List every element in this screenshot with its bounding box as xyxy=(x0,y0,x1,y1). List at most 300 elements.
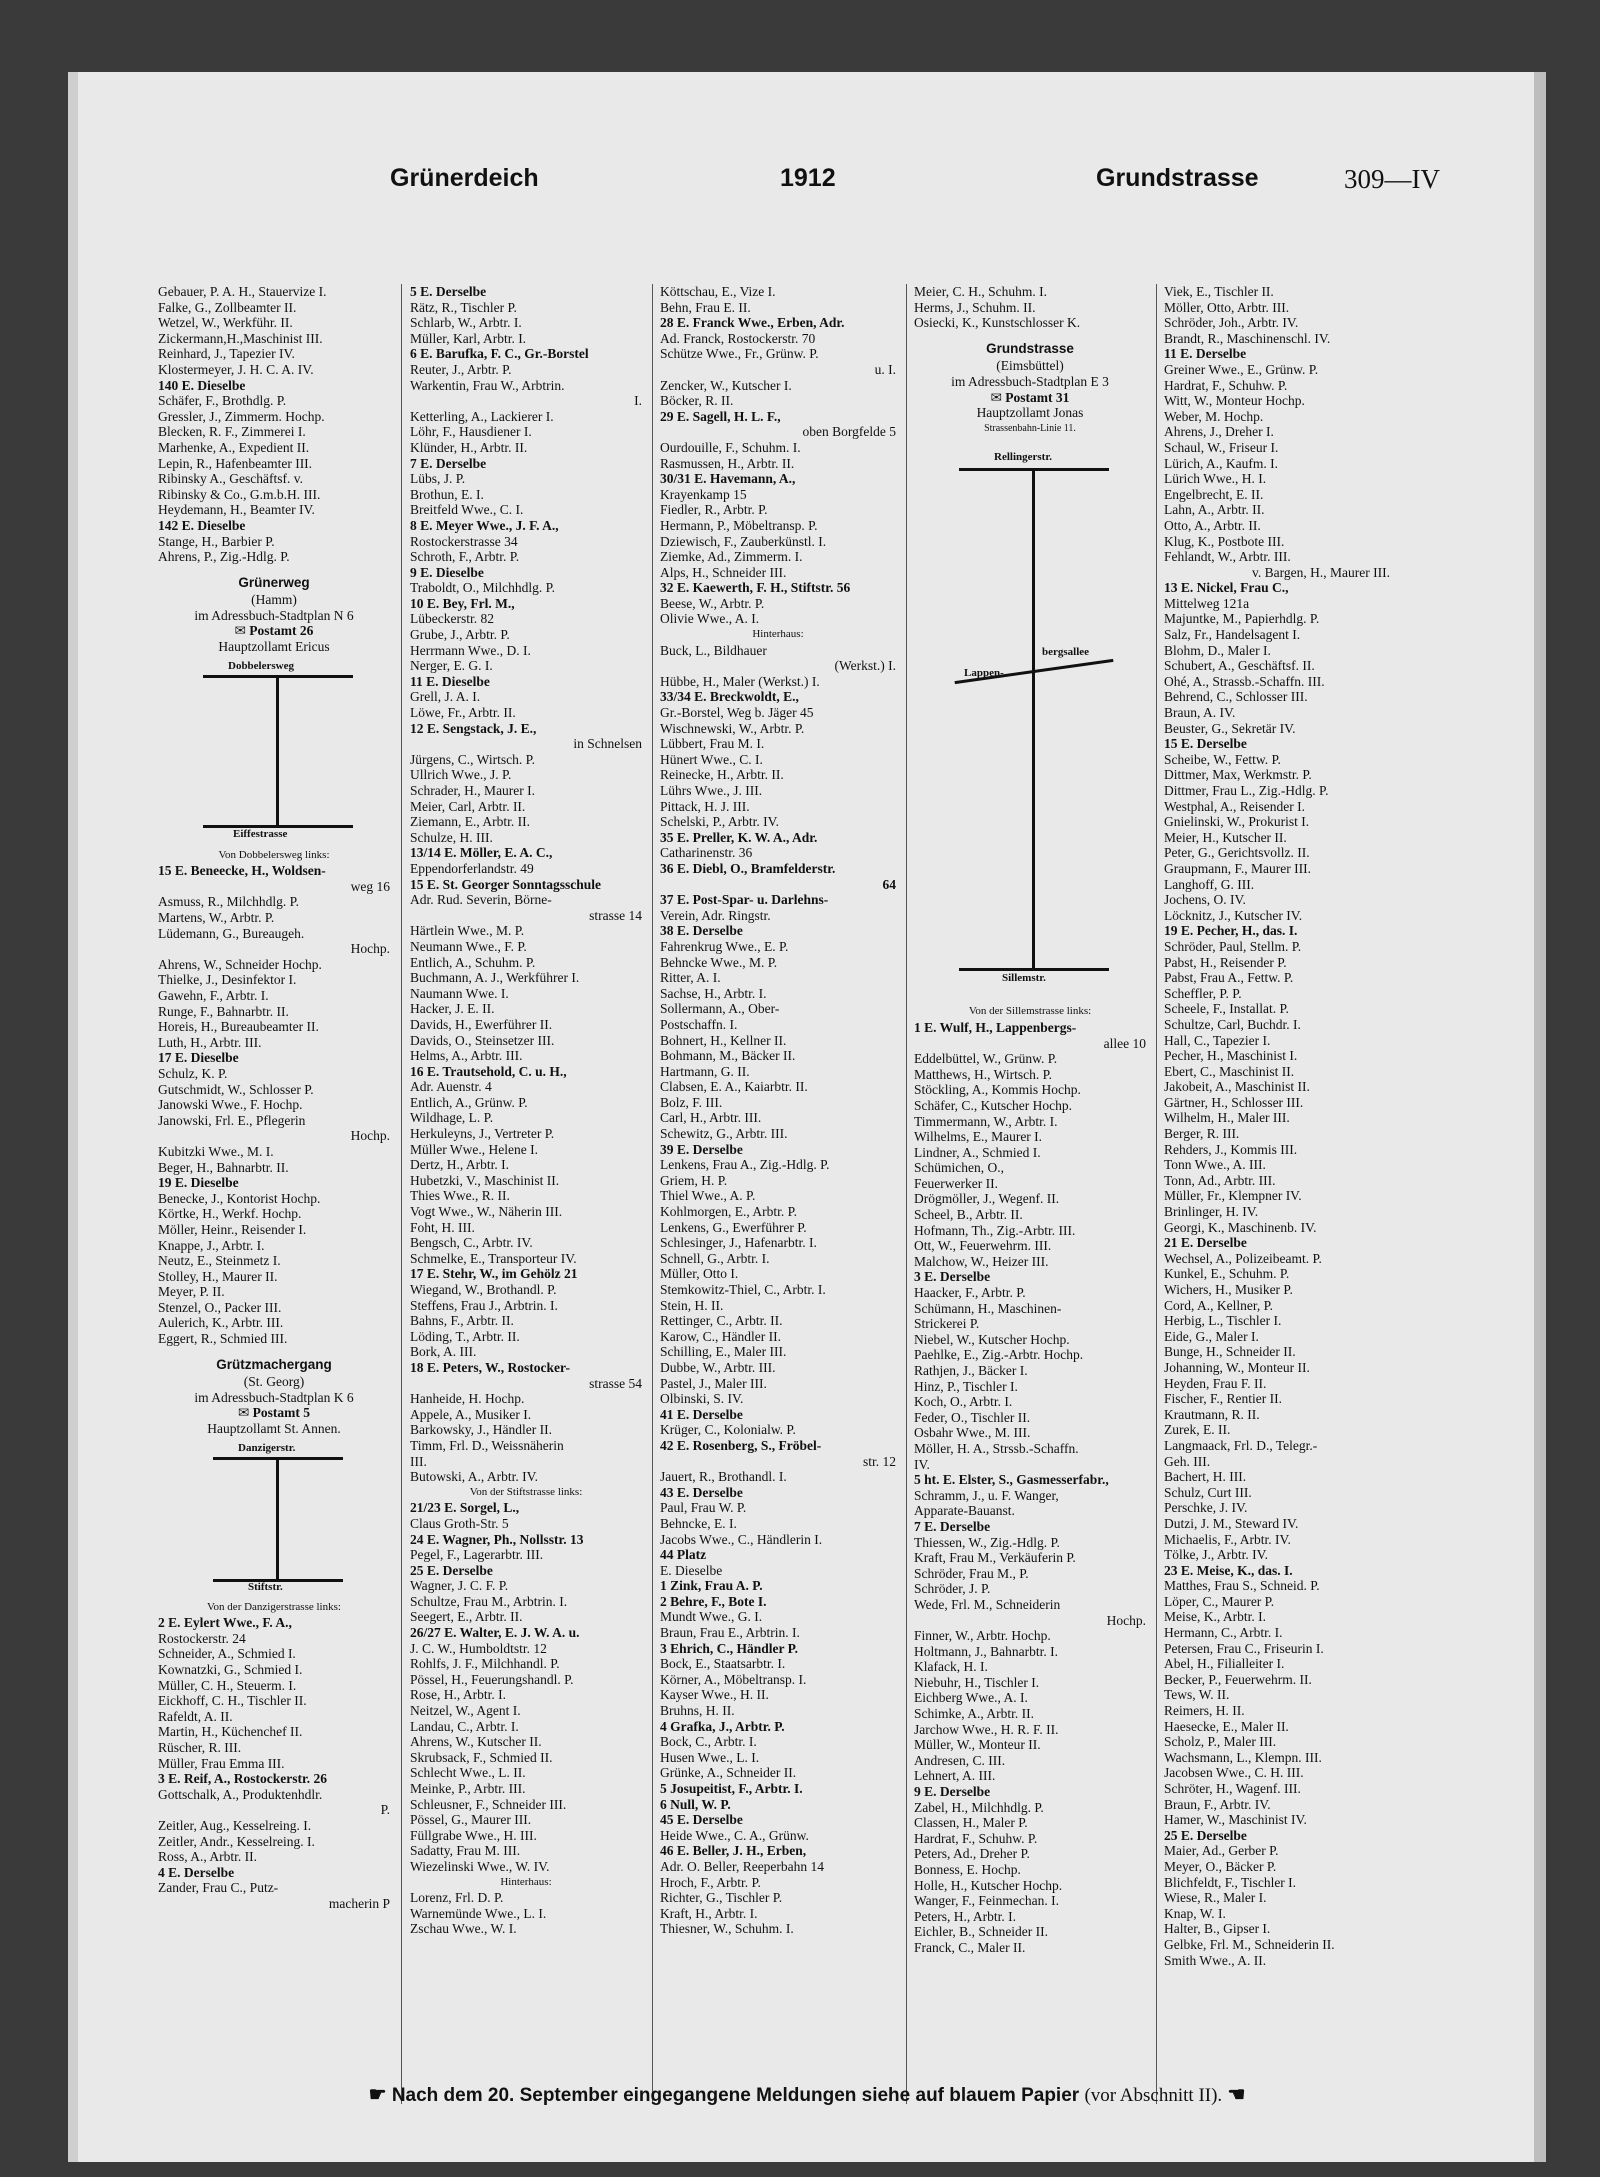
directory-entry: Schlesinger, J., Hafenarbtr. I. xyxy=(660,1235,817,1251)
directory-entry: Malchow, W., Heizer III. xyxy=(914,1253,1049,1269)
section2-post: ✉ Postamt 5 xyxy=(237,1405,311,1421)
directory-entry: 16 E. Trautsehold, C. u. H., xyxy=(410,1063,567,1079)
directory-entry: v. Bargen, H., Maurer III. xyxy=(1252,564,1390,580)
directory-entry: Löcknitz, J., Kutscher IV. xyxy=(1164,907,1303,923)
directory-entry: Stolley, H., Maurer II. xyxy=(158,1268,278,1284)
directory-entry: Ribinsky A., Geschäftsf. v. xyxy=(158,471,303,487)
directory-entry: Herrmann Wwe., D. I. xyxy=(410,642,531,658)
directory-entry: Rose, H., Arbtr. I. xyxy=(410,1687,506,1703)
directory-entry: weg 16 xyxy=(350,878,390,894)
directory-entry: 45 E. Derselbe xyxy=(660,1812,743,1828)
directory-entry: Schmelke, E., Transporteur IV. xyxy=(410,1250,577,1266)
directory-entry: Niebuhr, H., Tischler I. xyxy=(914,1674,1040,1690)
directory-entry: Von der Stiftstrasse links: xyxy=(469,1485,583,1498)
directory-entry: Kohlmorgen, E., Arbtr. P. xyxy=(660,1204,798,1220)
directory-entry: 24 E. Wagner, Ph., Nollsstr. 13 xyxy=(410,1531,584,1547)
directory-entry: 13 E. Nickel, Frau C., xyxy=(1164,580,1289,596)
entry-list-5 xyxy=(1164,284,1390,1968)
column-5 xyxy=(1164,284,1390,2094)
directory-entry: Klug, K., Postbote III. xyxy=(1164,533,1285,549)
directory-entry: Jacobsen Wwe., C. H. III. xyxy=(1164,1765,1304,1781)
directory-entry: u. I. xyxy=(874,361,896,377)
directory-entry: 18 E. Peters, W., Rostocker- xyxy=(410,1359,570,1375)
directory-entry: Lührs Wwe., J. III. xyxy=(660,783,763,798)
directory-entry: Wiegand, W., Brothandl. P. xyxy=(410,1282,557,1297)
directory-entry: Nerger, E. G. I. xyxy=(410,658,493,674)
directory-entry: Classen, H., Maler P. xyxy=(914,1815,1028,1831)
directory-entry: Wachsmann, L., Klempn. III. xyxy=(1164,1749,1322,1765)
map-line-street xyxy=(276,675,279,825)
directory-entry: Tölke, J., Arbtr. IV. xyxy=(1164,1547,1268,1563)
directory-entry: Haacker, F., Arbtr. P. xyxy=(914,1285,1026,1301)
directory-entry: Jarchow Wwe., H. R. F. II. xyxy=(914,1721,1059,1737)
directory-entry: Grünke, A., Schneider II. xyxy=(660,1765,797,1781)
directory-entry: Wilhelms, E., Maurer I. xyxy=(914,1129,1043,1145)
directory-entry: Langmaack, Frl. D., Telegr.- xyxy=(1164,1437,1318,1453)
directory-entry: Schramm, J., u. F. Wanger, xyxy=(914,1487,1059,1503)
directory-entry: Rettinger, C., Arbtr. II. xyxy=(660,1313,783,1329)
map-label-bottom: Eiffestrasse xyxy=(233,827,288,840)
directory-entry: Matthews, H., Wirtsch. P. xyxy=(914,1066,1052,1082)
directory-entry: Barkowsky, J., Händler II. xyxy=(410,1422,552,1438)
directory-entry: Berger, R. III. xyxy=(1164,1126,1240,1142)
directory-entry: Müller, Karl, Arbtr. I. xyxy=(410,330,527,346)
section-tram: Strassenbahn-Linie 11. xyxy=(984,422,1076,434)
directory-entry: Schröter, H., Wagenf. III. xyxy=(1164,1781,1301,1796)
directory-entry: Schilling, E., Maler III. xyxy=(660,1344,787,1360)
directory-entry: Lindner, A., Schmied I. xyxy=(914,1144,1041,1160)
section-sub: (Hamm) xyxy=(251,592,297,608)
directory-entry: Davids, H., Ewerführer II. xyxy=(410,1016,553,1032)
section-zoll: Hauptzollamt Ericus xyxy=(218,639,330,655)
section2-sub: (St. Georg) xyxy=(243,1374,305,1390)
directory-entry: Rätz, R., Tischler P. xyxy=(410,299,517,315)
directory-entry: Runge, F., Bahnarbtr. II. xyxy=(158,1003,289,1019)
directory-entry: Rostockerstr. 24 xyxy=(158,1630,246,1646)
directory-entry: 17 E. Stehr, W., im Gehölz 21 xyxy=(410,1266,578,1282)
directory-entry: 142 E. Dieselbe xyxy=(158,517,246,533)
directory-entry: 30/31 E. Havemann, A., xyxy=(660,471,796,487)
directory-entry: Rüscher, R. III. xyxy=(158,1739,242,1755)
directory-entry: Scholz, P., Maler III. xyxy=(1164,1734,1277,1750)
column-2 xyxy=(410,284,642,2094)
entry-list-4a xyxy=(914,284,1146,331)
directory-entry: Kubitzki Wwe., M. I. xyxy=(158,1143,274,1159)
directory-entry: Martens, W., Arbtr. P. xyxy=(158,910,275,926)
directory-entry: 41 E. Derselbe xyxy=(660,1406,743,1422)
directory-entry: Viek, E., Tischler II. xyxy=(1164,284,1274,299)
directory-entry: Osbahr Wwe., M. III. xyxy=(914,1425,1031,1441)
directory-entry: Holtmann, J., Bahnarbtr. I. xyxy=(914,1643,1058,1659)
directory-entry: Ohé, A., Strassb.-Schaffn. III. xyxy=(1164,673,1325,689)
directory-entry: Janowski Wwe., F. Hochp. xyxy=(158,1097,303,1113)
directory-entry: Meier, C. H., Schuhm. I. xyxy=(914,284,1047,299)
directory-entry: Alps, H., Schneider III. xyxy=(660,564,787,580)
directory-entry: Halter, B., Gipser I. xyxy=(1164,1921,1271,1937)
directory-entry: Beger, H., Bahnarbtr. II. xyxy=(158,1159,289,1175)
directory-entry: Holle, H., Kutscher Hochp. xyxy=(914,1877,1063,1893)
section-post: ✉ Postamt 31 xyxy=(990,389,1070,405)
directory-entry: Michaelis, F., Arbtr. IV. xyxy=(1164,1531,1291,1547)
directory-entry: Wiese, R., Maler I. xyxy=(1164,1890,1267,1906)
directory-entry: Bohnert, H., Kellner II. xyxy=(660,1032,787,1048)
directory-entry: Foht, H. III. xyxy=(410,1219,475,1235)
directory-entry: Ullrich Wwe., J. P. xyxy=(410,767,512,783)
section2-plan: im Adressbuch-Stadtplan K 6 xyxy=(194,1389,354,1405)
directory-entry: Hinterhaus: xyxy=(752,628,804,641)
directory-entry: 15 E. St. Georger Sonntagsschule xyxy=(410,876,602,892)
directory-entry: Lorenz, Frl. D. P. xyxy=(410,1890,504,1906)
directory-entry: Blohm, D., Maler I. xyxy=(1164,642,1271,658)
directory-entry: Ourdouille, F., Schuhm. I. xyxy=(660,439,801,455)
directory-entry: Perschke, J. IV. xyxy=(1164,1500,1248,1516)
directory-entry: Ross, A., Arbtr. II. xyxy=(158,1849,258,1865)
directory-entry: 7 E. Derselbe xyxy=(410,455,487,471)
directory-entry: III. xyxy=(410,1453,427,1469)
directory-entry: 11 E. Dieselbe xyxy=(410,673,490,689)
section2-zoll: Hauptzollamt St. Annen. xyxy=(207,1421,341,1437)
directory-entry: 25 E. Derselbe xyxy=(410,1562,493,1578)
directory-entry: Wechsel, A., Polizeibeamt. P. xyxy=(1164,1250,1322,1266)
directory-entry: macherin P xyxy=(328,1895,390,1911)
directory-entry: Rehders, J., Kommis III. xyxy=(1164,1141,1298,1157)
directory-entry: Wilhelm, H., Maler III. xyxy=(1164,1110,1290,1126)
directory-entry: Witt, W., Monteur Hochp. xyxy=(1164,393,1305,409)
directory-entry: 3 E. Derselbe xyxy=(914,1269,991,1285)
directory-entry: Hall, C., Tapezier I. xyxy=(1164,1032,1271,1048)
directory-entry: Von der Sillemstrasse links: xyxy=(968,1005,1092,1018)
directory-entry: 37 E. Post-Spar- u. Darlehns- xyxy=(660,892,829,908)
directory-entry: Reuter, J., Arbtr. P. xyxy=(410,361,512,377)
directory-entry: P. xyxy=(380,1802,390,1818)
directory-entry: Dubbe, W., Arbtr. III. xyxy=(660,1359,776,1375)
directory-entry: Dutzi, J. M., Steward IV. xyxy=(1164,1515,1299,1531)
directory-entry: Hardrat, F., Schuhw. P. xyxy=(1164,377,1288,393)
column-4 xyxy=(914,284,1146,2094)
directory-entry: Bohmann, M., Bäcker II. xyxy=(660,1048,796,1064)
column-rule xyxy=(906,284,907,2104)
directory-entry: Zabel, H., Milchhdlg. P. xyxy=(914,1799,1044,1815)
directory-entry: Stemkowitz-Thiel, C., Arbtr. I. xyxy=(660,1282,826,1297)
pointing-hand-icon: ☛ xyxy=(368,2084,387,2106)
entry-list-4b xyxy=(914,1004,1146,1955)
directory-entry: Schütze Wwe., Fr., Grünw. P. xyxy=(660,346,819,362)
directory-entry: Löper, C., Maurer P. xyxy=(1164,1593,1275,1609)
directory-entry: E. Dieselbe xyxy=(660,1562,723,1578)
directory-entry: Griem, H. P. xyxy=(660,1172,728,1188)
directory-entry: Reinecke, H., Arbtr. II. xyxy=(660,767,784,783)
directory-entry: 23 E. Meise, K., das. I. xyxy=(1164,1562,1293,1578)
directory-entry: Ebert, C., Maschinist II. xyxy=(1164,1063,1295,1079)
map-label-cross: Lappen- xyxy=(964,667,1004,680)
directory-entry: Fiedler, R., Arbtr. P. xyxy=(660,502,768,518)
directory-entry: 2 E. Eylert Wwe., F. A., xyxy=(158,1615,292,1631)
directory-entry: Hübbe, H., Maler (Werkst.) I. xyxy=(660,673,820,689)
directory-entry: Müller, C. H., Steuerm. I. xyxy=(158,1677,297,1693)
directory-entry: Behrend, C., Schlosser III. xyxy=(1164,689,1308,705)
directory-entry: Salz, Fr., Handelsagent I. xyxy=(1164,627,1301,643)
directory-entry: Schümann, H., Maschinen- xyxy=(914,1300,1062,1316)
directory-entry: Gebauer, P. A. H., Stauervize I. xyxy=(158,284,327,299)
entry-list-1c xyxy=(158,1600,390,1912)
directory-entry: 25 E. Derselbe xyxy=(1164,1827,1247,1843)
directory-entry: Bock, E., Staatsarbtr. I. xyxy=(660,1656,786,1672)
directory-entry: Majuntke, M., Papierhdlg. P. xyxy=(1164,611,1320,627)
column-rule xyxy=(401,284,402,2104)
directory-entry: Müller, Fr., Klempner IV. xyxy=(1164,1188,1302,1204)
directory-entry: Marhenke, A., Expedient II. xyxy=(158,439,310,455)
directory-entry: Schulz, Curt III. xyxy=(1164,1484,1252,1500)
directory-entry: Schubert, A., Geschäftsf. II. xyxy=(1164,658,1315,674)
directory-entry: Reinhard, J., Tapezier IV. xyxy=(158,346,295,362)
directory-entry: Sachse, H., Arbtr. I. xyxy=(660,985,767,1001)
directory-entry: Wiezelinski Wwe., W. IV. xyxy=(410,1858,550,1874)
directory-entry: Jürgens, C., Wirtsch. P. xyxy=(410,751,535,767)
page-footer xyxy=(68,2082,1546,2107)
directory-entry: Hamer, W., Maschinist IV. xyxy=(1164,1812,1307,1828)
directory-entry: Beese, W., Arbtr. P. xyxy=(660,595,765,611)
directory-entry: Bork, A. III. xyxy=(410,1344,477,1360)
directory-entry: Warkentin, Frau W., Arbtrin. xyxy=(410,377,565,393)
directory-entry: Tews, W. II. xyxy=(1164,1687,1230,1703)
header-page-number: 309—IV xyxy=(1344,164,1440,194)
directory-entry: Klünder, H., Arbtr. II. xyxy=(410,439,528,455)
directory-entry: Peters, Ad., Dreher P. xyxy=(914,1846,1030,1862)
directory-entry: Schröder, J. P. xyxy=(914,1581,991,1597)
directory-entry: 32 E. Kaewerth, F. H., Stiftstr. 56 xyxy=(660,580,851,596)
directory-entry: Möller, Otto, Arbtr. III. xyxy=(1164,299,1290,315)
entry-list-2 xyxy=(410,284,642,1937)
directory-entry: Behncke Wwe., M. P. xyxy=(660,954,778,970)
directory-entry: Lenkens, G., Ewerführer P. xyxy=(660,1219,807,1235)
directory-entry: Karow, C., Händler II. xyxy=(660,1328,781,1344)
directory-entry: Schultze, Carl, Buchdr. I. xyxy=(1164,1016,1301,1032)
directory-entry: Ahrens, W., Kutscher II. xyxy=(410,1734,542,1750)
directory-entry: Entlich, A., Schuhm. P. xyxy=(410,954,536,970)
directory-entry: Braun, A. IV. xyxy=(1164,705,1236,721)
directory-entry: 1 Zink, Frau A. P. xyxy=(660,1578,763,1594)
directory-entry: 8 E. Meyer Wwe., J. F. A., xyxy=(410,517,559,533)
directory-entry: Graupmann, F., Maurer III. xyxy=(1164,860,1311,876)
directory-entry: Schroth, F., Arbtr. P. xyxy=(410,549,520,565)
directory-entry: Maier, Ad., Gerber P. xyxy=(1164,1843,1279,1859)
directory-entry: Zurek, E. II. xyxy=(1164,1422,1231,1438)
directory-entry: Neitzel, W., Agent I. xyxy=(410,1703,521,1719)
directory-entry: Becker, P., Feuerwehrm. II. xyxy=(1164,1671,1312,1687)
directory-entry: Neumann Wwe., F. P. xyxy=(410,938,527,954)
directory-entry: Entlich, A., Grünw. P. xyxy=(410,1094,528,1110)
directory-entry: Schnell, G., Arbtr. I. xyxy=(660,1250,770,1266)
directory-entry: Schäfer, C., Kutscher Hochp. xyxy=(914,1097,1073,1113)
directory-entry: Körtke, H., Werkf. Hochp. xyxy=(158,1206,302,1222)
directory-entry: Gawehn, F., Arbtr. I. xyxy=(158,988,269,1003)
directory-entry: Hermann, P., Möbeltransp. P. xyxy=(660,517,818,533)
directory-entry: Müller, Frau Emma III. xyxy=(158,1755,285,1771)
directory-entry: strasse 14 xyxy=(589,907,642,923)
directory-entry: Thiesner, W., Schuhm. I. xyxy=(660,1921,794,1937)
directory-entry: Ahrens, P., Zig.-Hdlg. P. xyxy=(158,549,290,565)
directory-entry: 13/14 E. Möller, E. A. C., xyxy=(410,845,553,861)
directory-entry: Zeitler, Aug., Kesselreing. I. xyxy=(158,1817,312,1833)
directory-entry: Rafeldt, A. II. xyxy=(158,1708,233,1724)
directory-entry: Hroch, F., Arbtr. P. xyxy=(660,1874,761,1890)
directory-entry: Paul, Frau W. P. xyxy=(660,1500,747,1516)
directory-entry: Bengsch, C., Arbtr. IV. xyxy=(410,1235,533,1251)
directory-entry: Schlecht Wwe., L. II. xyxy=(410,1765,526,1781)
directory-entry: Otto, A., Arbtr. II. xyxy=(1164,517,1261,533)
directory-entry: Lürich, A., Kaufm. I. xyxy=(1164,455,1278,471)
directory-entry: Martin, H., Küchenchef II. xyxy=(158,1724,303,1740)
directory-entry: Böcker, R. II. xyxy=(660,393,734,409)
directory-entry: Löwe, Fr., Arbtr. II. xyxy=(410,705,516,721)
directory-entry: Ribinsky & Co., G.m.b.H. III. xyxy=(158,486,321,502)
directory-entry: Brandt, R., Maschinenschl. IV. xyxy=(1164,330,1331,346)
street-map-grundstrasse xyxy=(914,440,1146,1000)
directory-entry: Warnemünde Wwe., L. I. xyxy=(410,1905,547,1921)
directory-entry: Zeitler, Andr., Kesselreing. I. xyxy=(158,1833,315,1849)
directory-entry: Schimke, A., Arbtr. II. xyxy=(914,1706,1034,1722)
envelope-icon: ✉ xyxy=(990,389,1002,405)
directory-entry: Pabst, Frau A., Fettw. P. xyxy=(1164,970,1294,986)
directory-entry: Horeis, H., Bureaubeamter II. xyxy=(158,1019,319,1035)
directory-entry: Schrader, H., Maurer I. xyxy=(410,783,536,798)
directory-entry: Jauert, R., Brothandl. I. xyxy=(660,1469,787,1485)
section-plan: im Adressbuch-Stadtplan E 3 xyxy=(951,373,1109,389)
directory-entry: (Werkst.) I. xyxy=(834,658,896,674)
directory-entry: Franck, C., Maler II. xyxy=(914,1939,1026,1955)
header-left-street: Grünerdeich xyxy=(390,164,539,192)
directory-entry: 46 E. Beller, J. H., Erben, xyxy=(660,1843,807,1859)
directory-entry: Stein, H. II. xyxy=(660,1297,724,1313)
directory-entry: Möller, H. A., Strssb.-Schaffn. xyxy=(914,1440,1079,1456)
directory-entry: Dittmer, Max, Werkmstr. P. xyxy=(1164,767,1312,783)
directory-entry: Catharinenstr. 36 xyxy=(660,845,753,861)
directory-entry: 42 E. Rosenberg, S., Fröbel- xyxy=(660,1437,822,1453)
directory-entry: Petersen, Frau C., Friseurin I. xyxy=(1164,1640,1324,1656)
directory-entry: Rathjen, J., Bäcker I. xyxy=(914,1363,1028,1378)
directory-entry: 36 E. Diebl, O., Bramfelderstr. xyxy=(660,860,836,876)
directory-entry: Brinlinger, H. IV. xyxy=(1164,1204,1259,1220)
directory-entry: Pittack, H. J. III. xyxy=(660,798,750,814)
directory-entry: Schleusner, F., Schneider III. xyxy=(410,1796,567,1812)
page-gutter xyxy=(68,72,78,2162)
section-post: ✉ Postamt 26 xyxy=(234,623,314,639)
directory-entry: Gottschalk, A., Produktenhdlr. xyxy=(158,1786,323,1802)
directory-entry: Fischer, F., Rentier II. xyxy=(1164,1391,1282,1407)
directory-entry: Timm, Frl. D., Weissnäherin xyxy=(410,1437,564,1453)
directory-entry: Jacobs Wwe., C., Händlerin I. xyxy=(660,1531,823,1547)
section-sub: (Eimsbüttel) xyxy=(996,358,1064,374)
directory-entry: 15 E. Derselbe xyxy=(1164,736,1247,752)
directory-entry: Ahrens, W., Schneider Hochp. xyxy=(158,956,322,972)
directory-entry: 9 E. Dieselbe xyxy=(410,564,484,580)
directory-entry: Thiel Wwe., A. P. xyxy=(660,1188,756,1204)
map-label-cross2: bergsallee xyxy=(1042,646,1090,659)
directory-entry: Ad. Franck, Rostockerstr. 70 xyxy=(660,330,816,346)
directory-entry: Bunge, H., Schneider II. xyxy=(1164,1344,1296,1360)
directory-entry: Langhoff, G. III. xyxy=(1164,876,1255,892)
directory-entry: 33/34 E. Breckwoldt, E., xyxy=(660,689,799,705)
directory-entry: Hanheide, H. Hochp. xyxy=(410,1391,525,1407)
directory-entry: Knap, W. I. xyxy=(1164,1905,1226,1921)
directory-entry: Meier, H., Kutscher II. xyxy=(1164,829,1287,845)
section-title-gruetzmachergang: Grützmachergang xyxy=(216,1356,332,1372)
directory-entry: Wede, Frl. M., Schneiderin xyxy=(914,1596,1061,1612)
directory-entry: Pecher, H., Maschinist I. xyxy=(1164,1048,1298,1064)
directory-entry: Buck, L., Bildhauer xyxy=(660,642,767,658)
entry-list-1a xyxy=(158,284,390,565)
envelope-icon: ✉ xyxy=(234,623,246,639)
section-title-gruenerweg: Grünerweg xyxy=(238,574,310,590)
directory-entry: Hochp. xyxy=(1106,1612,1146,1628)
directory-entry: Helms, A., Arbtr. III. xyxy=(410,1048,523,1064)
directory-entry: Kayser Wwe., H. II. xyxy=(660,1687,769,1703)
directory-entry: Möller, Heinr., Reisender I. xyxy=(158,1221,307,1237)
directory-entry: Beuster, G., Sekretär IV. xyxy=(1164,720,1296,736)
street-map-gruetzmachergang xyxy=(158,1441,390,1596)
directory-entry: Hinterhaus: xyxy=(500,1875,552,1888)
directory-entry: Breitfeld Wwe., C. I. xyxy=(410,502,524,518)
directory-entry: str. 12 xyxy=(862,1453,896,1469)
directory-entry: Tonn, Ad., Arbtr. III. xyxy=(1164,1172,1276,1188)
directory-entry: Peters, H., Arbtr. I. xyxy=(914,1908,1016,1924)
envelope-icon: ✉ xyxy=(237,1405,250,1421)
directory-entry: Behn, Frau E. II. xyxy=(660,299,751,315)
directory-entry: 26/27 E. Walter, E. J. W. A. u. xyxy=(410,1625,580,1641)
directory-entry: Braun, Frau E., Arbtrin. I. xyxy=(660,1625,800,1641)
directory-entry: Stöckling, A., Kommis Hochp. xyxy=(914,1082,1081,1098)
directory-entry: Dertz, H., Arbtr. I. xyxy=(410,1157,509,1173)
directory-entry: IV. xyxy=(914,1456,930,1472)
directory-entry: Cord, A., Kellner, P. xyxy=(1164,1297,1273,1313)
directory-entry: Pössel, H., Feuerungshandl. P. xyxy=(410,1671,574,1687)
directory-entry: Krayenkamp 15 xyxy=(660,486,747,502)
entry-list-1b xyxy=(158,848,390,1347)
directory-entry: Bahns, F., Arbtr. II. xyxy=(410,1313,514,1329)
directory-entry: 7 E. Derselbe xyxy=(914,1518,991,1534)
directory-entry: in Schnelsen xyxy=(573,736,642,752)
directory-entry: 43 E. Derselbe xyxy=(660,1484,743,1500)
directory-entry: Blecken, R. F., Zimmerei I. xyxy=(158,424,306,440)
directory-entry: Rasmussen, H., Arbtr. II. xyxy=(660,455,795,471)
directory-entry: Härtlein Wwe., M. P. xyxy=(410,923,525,939)
directory-entry: Adr. O. Beller, Reeperbahn 14 xyxy=(660,1858,825,1874)
directory-entry: Olbinski, S. IV. xyxy=(660,1391,744,1407)
directory-entry: Pabst, H., Reisender P. xyxy=(1164,954,1287,970)
directory-entry: Richter, G., Tischler P. xyxy=(660,1890,783,1906)
directory-entry: 2 Behre, F., Bote I. xyxy=(660,1593,767,1609)
directory-entry: Schelski, P., Arbtr. IV. xyxy=(660,814,780,830)
directory-entry: Ritter, A. I. xyxy=(660,970,721,986)
directory-entry: 19 E. Dieselbe xyxy=(158,1175,239,1191)
directory-entry: Stange, H., Barbier P. xyxy=(158,533,275,549)
directory-entry: Andresen, C. III. xyxy=(914,1752,1006,1768)
directory-entry: 4 Grafka, J., Arbtr. P. xyxy=(660,1718,785,1734)
directory-entry: Hartmann, G. II. xyxy=(660,1063,750,1079)
directory-entry: Thies Wwe., R. II. xyxy=(410,1188,510,1204)
directory-entry: 10 E. Bey, Frl. M., xyxy=(410,595,515,611)
directory-entry: Lenkens, Frau A., Zig.-Hdlg. P. xyxy=(660,1157,830,1173)
directory-entry: Schaul, W., Friseur I. xyxy=(1164,439,1279,455)
directory-entry: Greiner Wwe., E., Grünw. P. xyxy=(1164,361,1319,377)
directory-entry: 3 E. Reif, A., Rostockerstr. 26 xyxy=(158,1771,327,1787)
directory-entry: 21 E. Derselbe xyxy=(1164,1235,1247,1251)
directory-entry: Feuerwerker II. xyxy=(914,1175,998,1191)
directory-entry: Behncke, E. I. xyxy=(660,1515,737,1531)
directory-entry: Finner, W., Arbtr. Hochp. xyxy=(914,1628,1051,1644)
directory-entry: Schewitz, G., Arbtr. III. xyxy=(660,1126,788,1142)
directory-entry: Kraft, H., Arbtr. I. xyxy=(660,1905,758,1921)
